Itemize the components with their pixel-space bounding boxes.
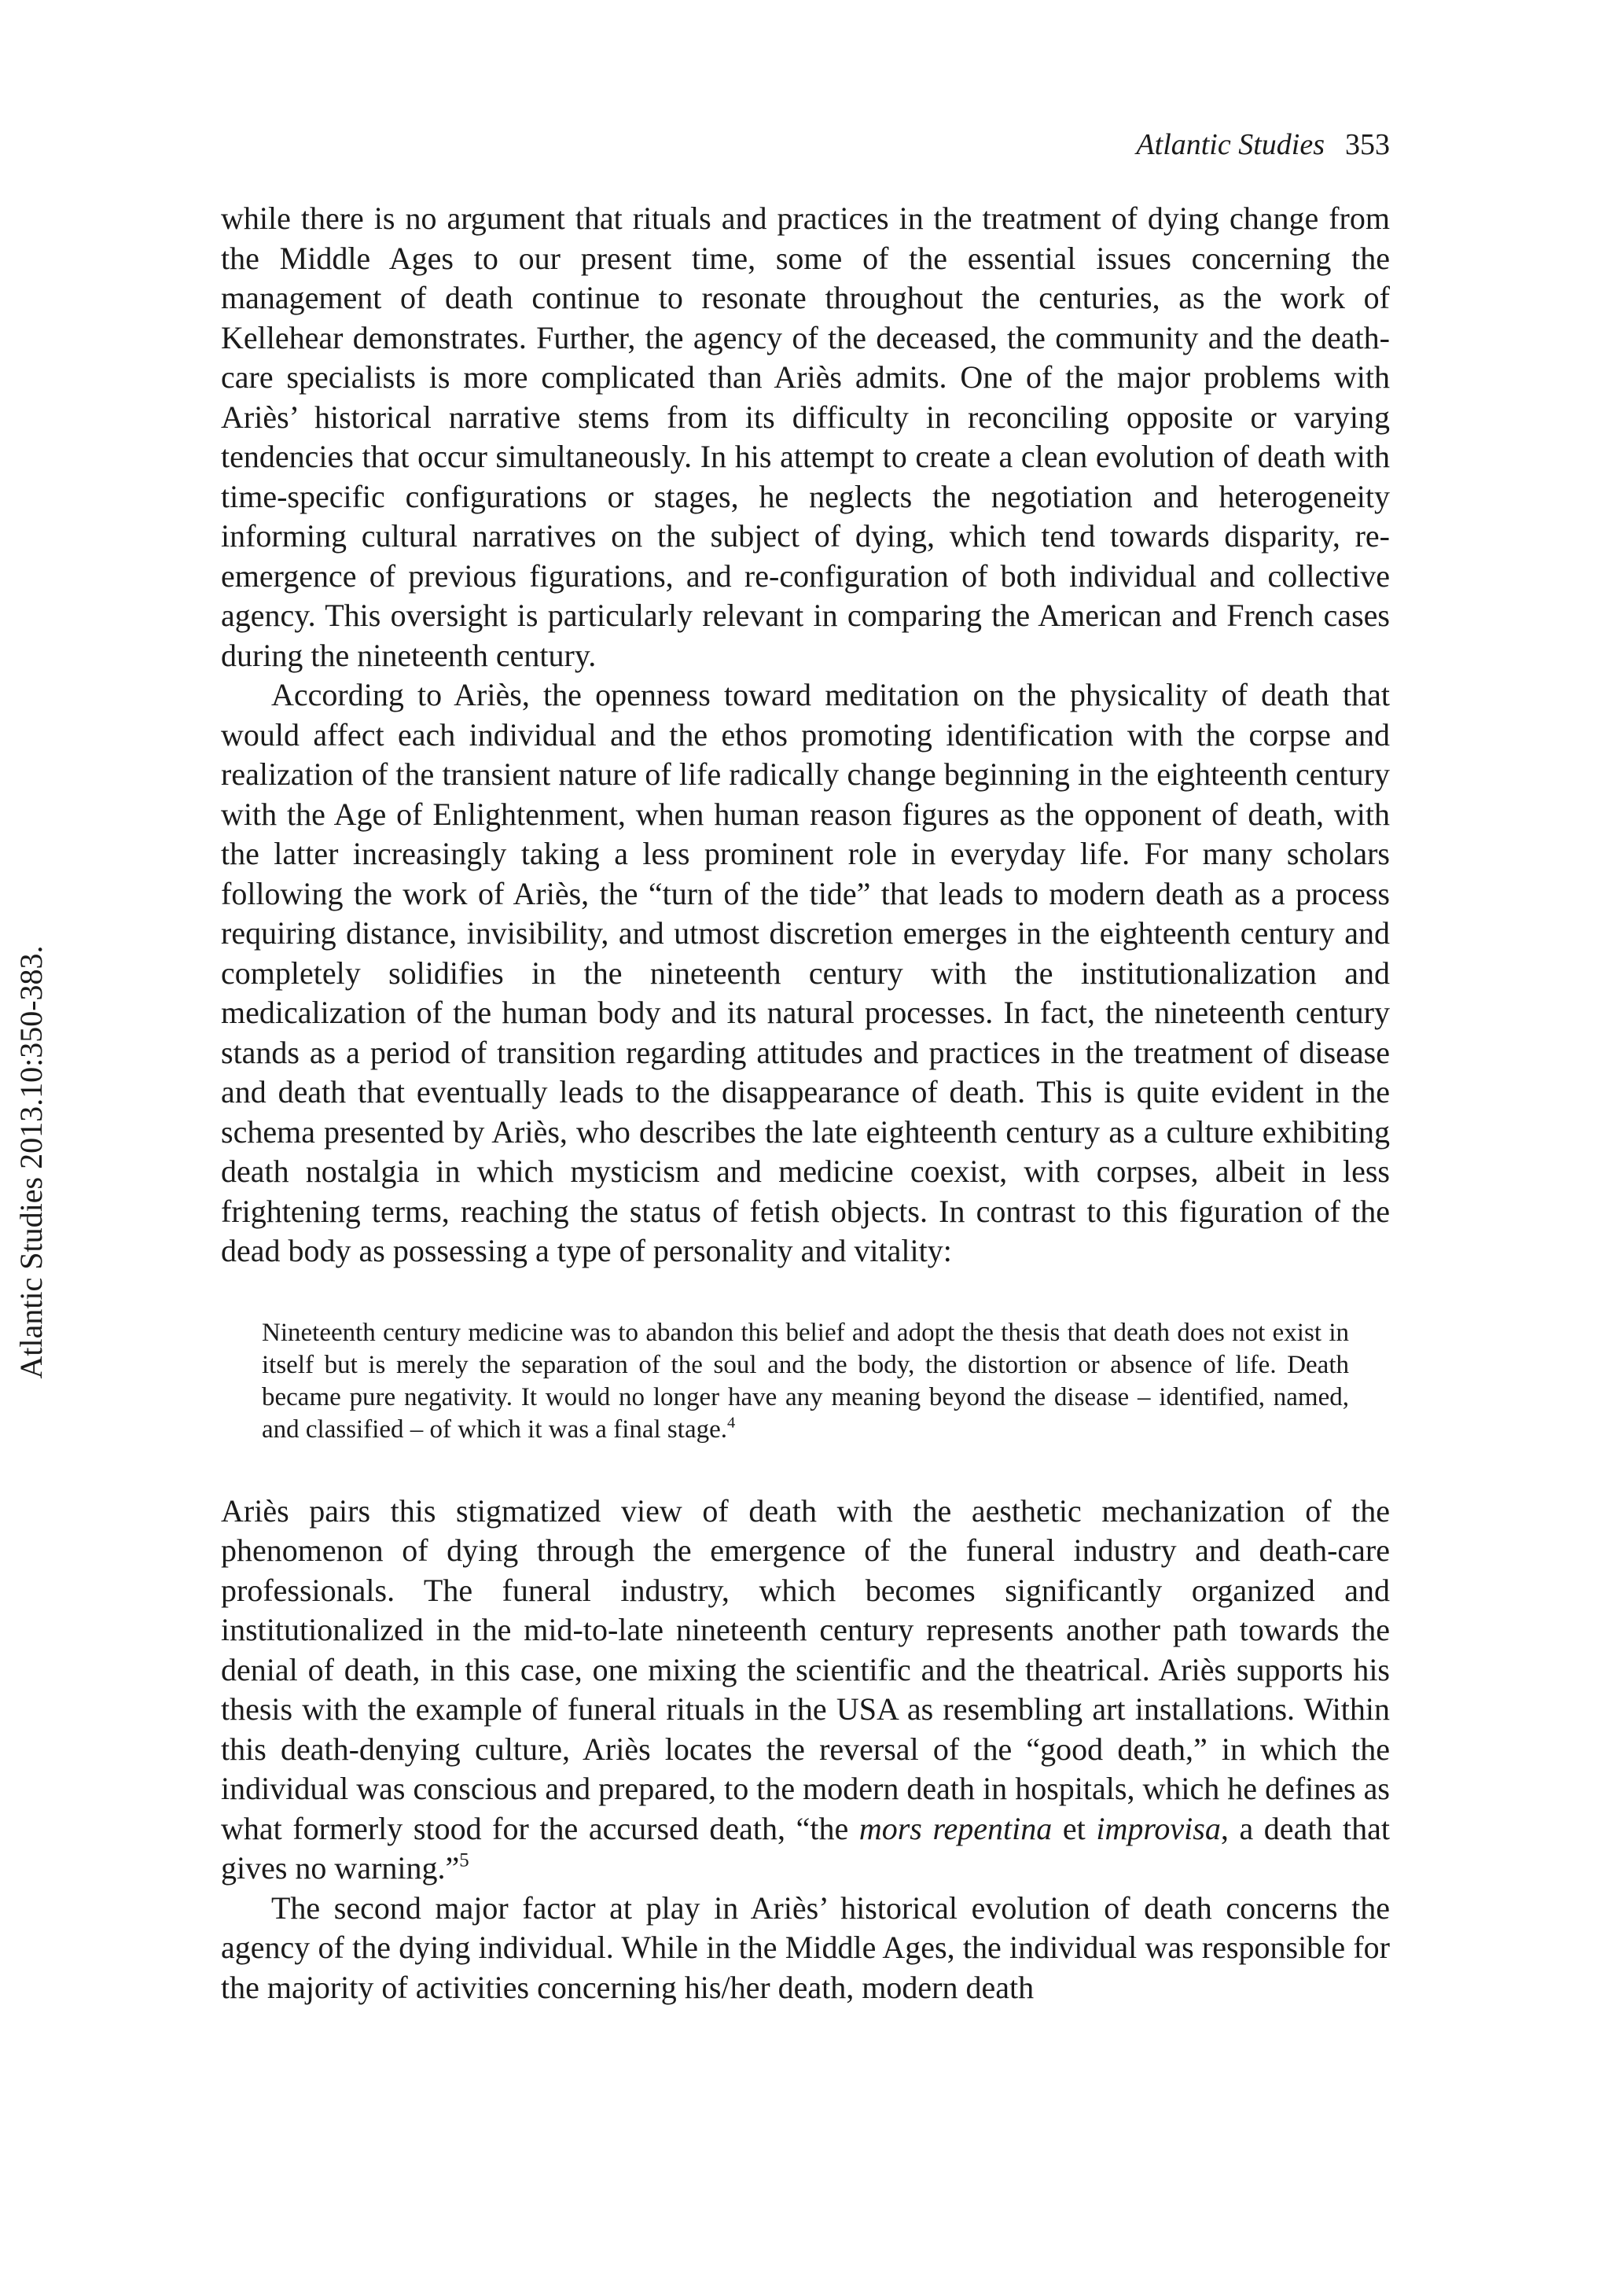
paragraph-1: while there is no argument that rituals and practices in the treatment of dying change from the Middle Ages to our present time, some of the essential issues concerning the management of death continue to resonate throughout the centuries, as the work of Kellehear demonstrates. Further, the agency of the deceased, the community and the death-care specialists is more complicated than Ariès admits. One of the major problems with Ariès’ historical narrative stems from its difficulty in reconciling opposite or varying tendencies that occur simultaneously. In his attempt to create a clean evolution of death with time-specific configurations or stages, he neglects the negotiation and heterogeneity informing cultural narratives on the subject of dying, which tend towards disparity, re-emergence of previous figurations, and re-configuration of both individual and collective agency. This oversight is particularly relevant in comparing the American and French cases during the nineteenth century. [221, 201, 1390, 673]
body-text [221, 199, 1390, 2007]
paragraph-3-text-a: Ariès pairs this stigmatized view of death with the aesthetic mechanization of the phenomenon of dying through the emergence of the funeral industry and death-care professionals. The funeral industry, which becomes significantly organized and institutionalized in the mid-to-late nineteenth century represents another path towards the denial of death, in this case, one mixing the scientific and the theatrical. Ariès supports his thesis with the example of funeral rituals in the USA as resembling art installations. Within this death-denying culture, Ariès locates the reversal of the “good death,” in which the individual was conscious and prepared, to the modern death in hospitals, which he defines as what formerly stood for the accursed death, “the [221, 1492, 1390, 1846]
block-quote [262, 1317, 1349, 1446]
paragraph-3-text-b: et [1052, 1810, 1097, 1846]
paragraph-4: The second major factor at play in Ariès’ historical evolution of death concerns the agency of the dying individual. While in the Middle Ages, the individual was responsible for the majority of activities concerning his/her death, modern death [221, 1889, 1390, 2005]
block-quote-text: Nineteenth century medicine was to abandon this belief and adopt the thesis that death does not exist in itself but is merely the separation of the soul and the body, the distortion or absence of life. Death became pure negativity. It would no longer have any meaning beyond the disease – identified, named, and classified – of which it was a final stage. [262, 1318, 1349, 1444]
italic-mors-repentina: mors repentina [858, 1810, 1053, 1846]
footnote-ref-4[interactable]: 4 [727, 1413, 736, 1431]
paragraph-2: According to Ariès, the openness toward meditation on the physicality of death that would affect each individual and the ethos promoting identification with the corpse and realization of the transient nature of life radically change beginning in the eighteenth century with the Age of Enlightenment, when human reason figures as the opponent of death, with the latter increasingly taking a less prominent role in everyday life. For many scholars following the work of Ariès, the “turn of the tide” that leads to modern death as a process requiring distance, invisibility, and utmost discretion emerges in the eighteenth century and completely solidifies in the nineteenth century with the institutionalization and medicalization of the human body and its natural processes. In fact, the nineteenth century stands as a period of transition regarding attitudes and practices in the treatment of disease and death that eventually leads to the disappearance of death. This is quite evident in the schema presented by Ariès, who describes the late eighteenth century as a culture exhibiting death nostalgia in which mysticism and medicine coexist, with corpses, albeit in less frightening terms, reaching the status of fetish objects. In contrast to this figuration of the dead body as possessing a type of personality and vitality: [221, 677, 1390, 1268]
italic-improvisa: improvisa [1096, 1810, 1221, 1846]
paragraph-3 [221, 1492, 1390, 1889]
running-head [1136, 126, 1390, 164]
footnote-ref-5[interactable]: 5 [459, 1849, 469, 1871]
journal-title: Atlantic Studies [1136, 128, 1325, 161]
citation-side-note: Atlantic Studies 2013.10:350-383. [13, 945, 49, 1379]
page-number: 353 [1345, 128, 1390, 161]
paragraph-3-text-c: , a death that gives no warning.” [221, 1810, 1391, 1886]
